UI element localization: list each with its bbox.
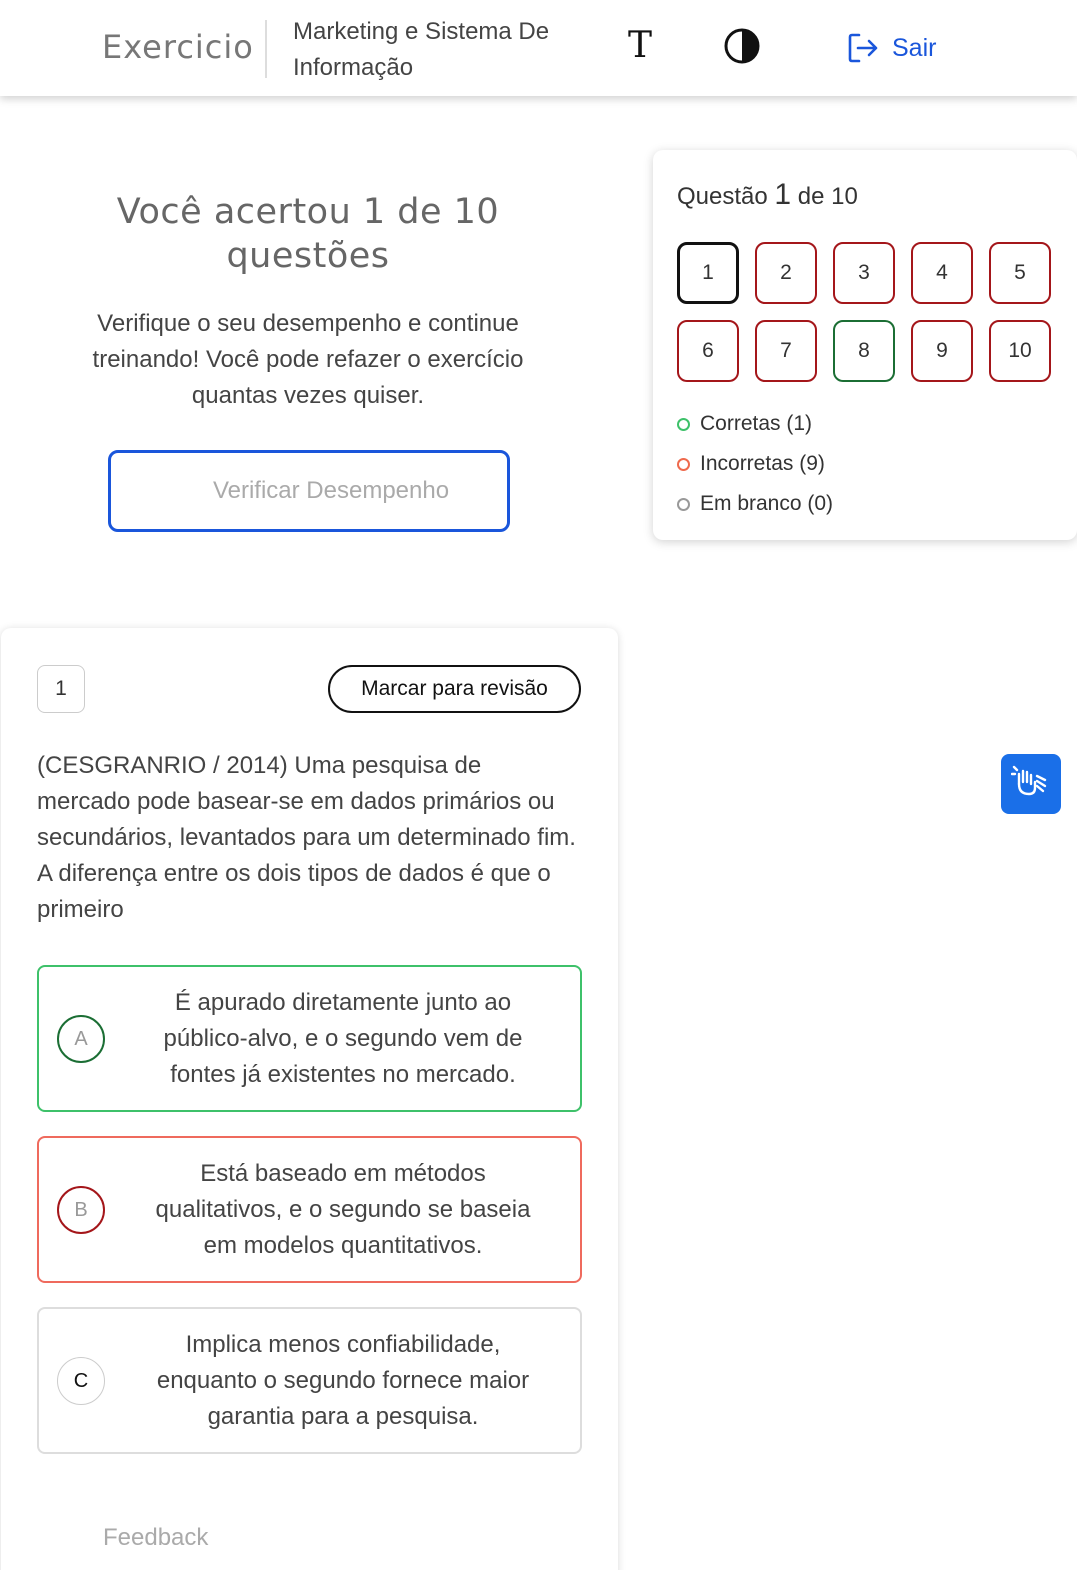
option-text-b: Está baseado em métodos qualitativos, e o segundo se baseia em modelos quantitativos. <box>155 1160 531 1259</box>
question-button-8[interactable]: 8 <box>833 320 895 382</box>
navigator-heading-suffix: de 10 <box>797 183 858 210</box>
question-button-10[interactable]: 10 <box>989 320 1051 382</box>
question-navigator <box>653 150 1077 540</box>
legend-blank-label: Em branco (0) <box>700 492 834 515</box>
mark-for-review-button[interactable]: Marcar para revisão <box>328 665 581 713</box>
option-text-a: É apurado diretamente junto ao público-alvo, e o segundo vem de fontes já existentes no mercado. <box>163 989 523 1088</box>
navigator-current-question: 1 <box>774 178 792 211</box>
feedback-toggle[interactable]: Feedback <box>103 1524 209 1551</box>
question-button-9[interactable]: 9 <box>911 320 973 382</box>
question-button-7[interactable]: 7 <box>755 320 817 382</box>
blank-dot-icon <box>677 498 690 511</box>
logout-button[interactable] <box>846 30 936 66</box>
incorrect-dot-icon <box>677 458 690 471</box>
question-button-1[interactable]: 1 <box>677 242 739 304</box>
verify-performance-button[interactable]: Verificar Desempenho <box>108 450 510 532</box>
top-header <box>0 0 1077 96</box>
option-text-c: Implica menos confiabilidade, enquanto o segundo fornece maior garantia para a pesquisa. <box>156 1331 530 1430</box>
legend-blank <box>677 484 833 524</box>
legend-incorrect-label: Incorretas (9) <box>700 452 825 475</box>
contrast-icon[interactable] <box>722 26 762 66</box>
option-letter-a: A <box>57 1015 105 1063</box>
option-letter-b: B <box>57 1186 105 1234</box>
result-title: Você acertou 1 de 10 questões <box>116 192 500 276</box>
status-legend <box>677 404 833 524</box>
result-description: Verifique o seu desempenho e continue treinando! Você pode refazer o exercício quantas vezes quiser. <box>92 310 524 409</box>
navigator-heading <box>677 178 858 212</box>
question-button-5[interactable]: 5 <box>989 242 1051 304</box>
question-text: (CESGRANRIO / 2014) Uma pesquisa de mercado pode basear-se em dados primários ou secundários, levantados para um determinado fim. A diferença entre os dois tipos de dados é que o primeiro <box>37 752 576 923</box>
question-card <box>1 628 618 1570</box>
sign-language-button[interactable] <box>1001 754 1061 814</box>
option-b[interactable] <box>37 1136 582 1283</box>
question-button-2[interactable]: 2 <box>755 242 817 304</box>
text-size-icon[interactable]: T <box>627 25 652 66</box>
header-divider <box>265 20 267 78</box>
course-title: Marketing e Sistema De Informação <box>293 18 550 81</box>
legend-correct-label: Corretas (1) <box>700 412 813 435</box>
option-letter-c: C <box>57 1357 105 1405</box>
brand-title: Exercicio <box>102 28 254 66</box>
question-button-4[interactable]: 4 <box>911 242 973 304</box>
sign-language-icon <box>1011 764 1051 804</box>
question-button-3[interactable]: 3 <box>833 242 895 304</box>
logout-icon <box>846 31 880 65</box>
option-c[interactable] <box>37 1307 582 1454</box>
option-a[interactable] <box>37 965 582 1112</box>
question-number-badge: 1 <box>37 665 85 713</box>
question-button-6[interactable]: 6 <box>677 320 739 382</box>
navigator-heading-prefix: Questão <box>677 183 768 210</box>
correct-dot-icon <box>677 418 690 431</box>
legend-incorrect <box>677 444 833 484</box>
logout-label: Sair <box>892 33 937 62</box>
legend-correct <box>677 404 833 444</box>
